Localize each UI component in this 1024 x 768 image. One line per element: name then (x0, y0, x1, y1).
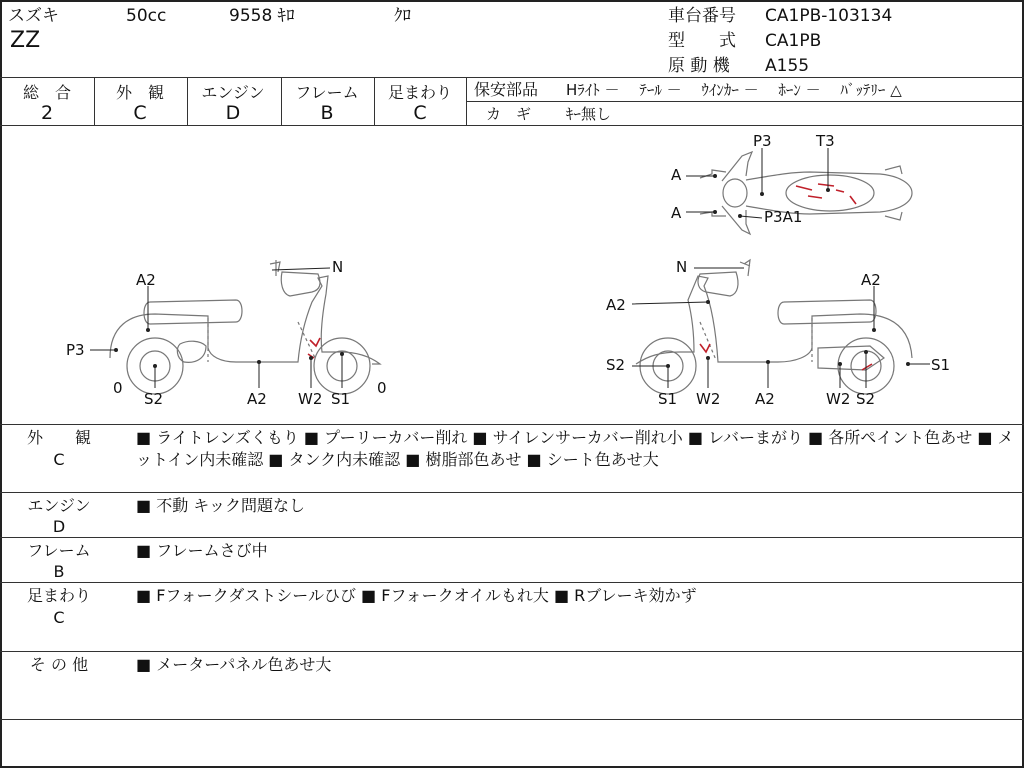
label-top-p3a1: P3A1 (764, 208, 803, 226)
safety-items: Hﾗｲﾄ － ﾃｰﾙ － ｳｲﾝｶｰ － ﾎｰﾝ － ﾊﾞｯﾃﾘｰ △ (566, 81, 902, 99)
engine-value: A155 (765, 56, 810, 76)
section-grade-suspension: C (53, 608, 65, 627)
label-right-a2-top: A2 (861, 271, 881, 289)
grade-label-total: 総 合 (22, 83, 71, 102)
key-label: カ ギ (486, 105, 532, 123)
label-right-w2: W2 (696, 390, 721, 408)
section-grade-frame: B (53, 562, 65, 581)
grade-value-frame: B (320, 102, 334, 124)
section-label-other: そ の 他 (29, 655, 89, 674)
scooter-right-view (632, 260, 930, 394)
label-left-a2-top: A2 (136, 271, 156, 289)
section-text-exterior: ■ ライトレンズくもり ■ プーリーカバー削れ ■ サイレンサーカバー削れ小 ■ レバーまがり ■ 各所ペイント色あせ ■ メットイン内未確認 ■ タンク内未確認 ■ 樹脂部色あせ ■ シート色あせ大 (136, 428, 1014, 469)
divider (0, 424, 1024, 425)
label-right-a2-bottom: A2 (755, 390, 775, 408)
divider (0, 582, 1024, 583)
label-right-a2-left: A2 (606, 296, 626, 314)
label-left-s1: S1 (331, 390, 351, 408)
divider (466, 101, 1022, 102)
section-grade-exterior: C (53, 450, 65, 469)
label-left-zero-left: 0 (113, 379, 123, 397)
label-top-a-lower: A (671, 204, 682, 222)
label-right-w2-b: W2 (826, 390, 851, 408)
displacement: 50cc (126, 6, 167, 26)
label-right-s2-b: S2 (856, 390, 876, 408)
section-text-other: ■ メーターパネル色あせ大 (136, 655, 332, 674)
label-top-a-upper: A (671, 166, 682, 184)
maker: スズキ (8, 6, 59, 26)
label-left-p3: P3 (66, 341, 85, 359)
scooter-left-view (90, 260, 380, 394)
section-label-suspension: 足まわり (26, 586, 91, 605)
frame-no-label: 車台番号 (668, 6, 736, 26)
type-label: 型 式 (668, 31, 736, 51)
label-right-s1-side: S1 (931, 356, 951, 374)
section-grade-engine: D (52, 517, 66, 536)
label-left-s2: S2 (144, 390, 164, 408)
grade-value-suspension: C (413, 102, 427, 124)
section-text-frame: ■ フレームさび中 (136, 541, 268, 560)
engine-label: 原 動 機 (668, 56, 730, 76)
safety-label: 保安部品 (474, 80, 539, 99)
grade-label-engine: エンジン (201, 83, 265, 102)
type-value: CA1PB (765, 31, 822, 51)
section-label-exterior: 外 観 (26, 428, 91, 447)
mileage: 9558 ｷﾛ (229, 6, 295, 26)
color: ｸﾛ (394, 6, 411, 26)
model-name: ZZ (10, 28, 41, 53)
label-left-n: N (332, 258, 344, 276)
grade-value-total: 2 (40, 102, 54, 124)
divider (0, 77, 1024, 78)
label-left-zero-right: 0 (377, 379, 387, 397)
label-left-a2-bottom: A2 (247, 390, 267, 408)
grade-value-engine: D (225, 102, 241, 124)
grade-label-suspension: 足まわり (387, 83, 452, 102)
grade-label-frame: フレーム (295, 83, 359, 102)
frame-no: CA1PB-103134 (765, 6, 893, 26)
section-text-engine: ■ 不動 キック問題なし (136, 496, 305, 515)
label-left-w2: W2 (298, 390, 323, 408)
section-text-suspension: ■ Fフォークダストシールひび ■ Fフォークオイルもれ大 ■ Rブレーキ効かず (136, 586, 697, 605)
divider (0, 719, 1024, 720)
grade-label-exterior: 外 観 (115, 83, 164, 102)
divider (0, 492, 1024, 493)
label-right-s1: S1 (658, 390, 678, 408)
label-top-t3: T3 (816, 132, 835, 150)
section-label-frame: フレーム (27, 541, 91, 560)
key-value: ｷｰ無し (566, 105, 612, 123)
grade-value-exterior: C (133, 102, 147, 124)
label-right-s2: S2 (606, 356, 626, 374)
divider (0, 537, 1024, 538)
section-label-engine: エンジン (27, 496, 91, 515)
divider (0, 651, 1024, 652)
label-top-p3: P3 (753, 132, 772, 150)
label-right-n: N (676, 258, 688, 276)
